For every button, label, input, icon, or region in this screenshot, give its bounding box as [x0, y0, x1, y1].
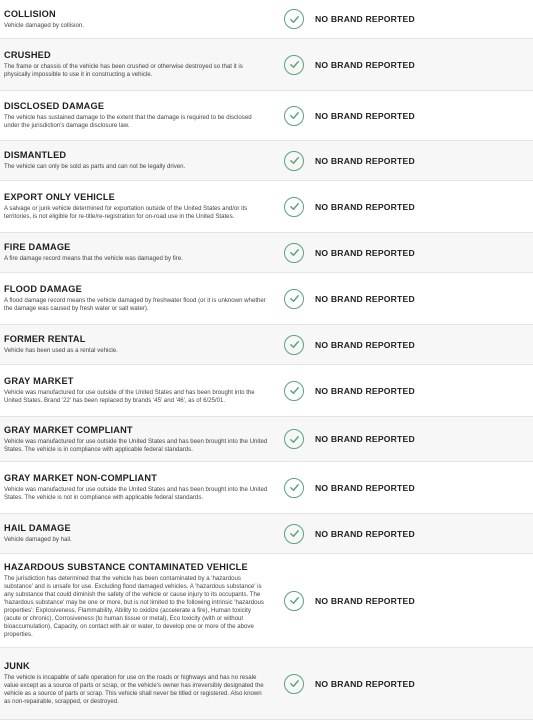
brand-row	[0, 233, 533, 273]
check-circle-icon	[284, 674, 304, 694]
brand-description: Vehicle was manufactured for use outside the United States and has been brought into the United States. The vehicle is not in compliance with applicable federal standards.	[4, 486, 268, 501]
brand-row	[0, 39, 533, 91]
brand-description: A fire damage record means that the vehicle was damaged by fire.	[4, 255, 183, 262]
brand-description: Vehicle damaged by collision.	[4, 21, 84, 29]
check-circle-icon	[284, 106, 304, 126]
brand-status: NO BRAND REPORTED	[315, 678, 415, 689]
brand-row	[0, 181, 533, 233]
brand-title: GRAY MARKET COMPLIANT	[4, 424, 133, 435]
brand-row	[0, 365, 533, 417]
check-circle-icon	[284, 524, 304, 544]
brand-description: Vehicle has been used as a rental vehicle.	[4, 347, 118, 354]
brand-row	[0, 325, 533, 365]
brand-title: HAIL DAMAGE	[4, 523, 71, 533]
brand-description: The vehicle can only be sold as parts and can not be legally driven.	[4, 163, 186, 170]
brand-row	[0, 0, 533, 39]
brand-status: NO BRAND REPORTED	[315, 595, 415, 606]
brand-title: FORMER RENTAL	[4, 334, 86, 344]
brand-status: NO BRAND REPORTED	[315, 201, 415, 212]
brand-title: FIRE DAMAGE	[4, 242, 71, 252]
check-circle-icon	[284, 9, 304, 29]
brand-row	[0, 91, 533, 141]
check-circle-icon	[284, 591, 304, 611]
brand-title: EXPORT ONLY VEHICLE	[4, 192, 116, 202]
brand-row	[0, 554, 533, 648]
brand-description: Vehicle was manufactured for use outside the United States and has been brought into the United States. The vehicle is in compliance with applicable federal standards.	[4, 437, 268, 453]
brand-row	[0, 417, 533, 462]
brand-row	[0, 141, 533, 181]
brand-title: GRAY MARKET	[4, 376, 74, 386]
brand-status: NO BRAND REPORTED	[315, 339, 415, 350]
check-circle-icon	[284, 55, 304, 75]
brand-description: The vehicle is incapable of safe operation for use on the roads or highways and has no resale value except as a source of parts or scrap, or the vehicle's owner has irreversibly designated the vehicle as a source of parts or scrap. This vehicle shall never be titled or registered. Also known as non-repairable, scrapped, or destroyed.	[4, 674, 264, 705]
check-circle-icon	[284, 197, 304, 217]
brand-description: The jurisdiction has determined that the vehicle has been contaminated by a 'hazardous substance' and is unsafe for use. Excluding flood damaged vehicles. A 'hazardous substance' is any substance that could diminish the safety of the vehicle or cause injury to its occupants. The 'hazardous substance' may be one or more, but is not limited to the following intrinsic 'hazardous properties': Explosiveness, Flammability, Ability to oxidize (accelerate a fire), Human toxicity (acute or chronic), Corrosiveness (to human tissue or metal), Eco toxicity (with or without bioaccumulation), Capacity, on contact with air or water, to develop one or more of the above properties.	[4, 575, 264, 638]
brand-description: Vehicle was manufactured for use outside of the United States and has been brought into the United States. Brand '22' has been replaced by brands '45' and '46', as of 6/25/01.	[4, 389, 255, 404]
check-circle-icon	[284, 289, 304, 309]
check-circle-icon	[284, 335, 304, 355]
brand-status: NO BRAND REPORTED	[315, 110, 415, 121]
brand-status: NO BRAND REPORTED	[315, 155, 415, 166]
brand-row	[0, 462, 533, 514]
brand-status: NO BRAND REPORTED	[315, 14, 415, 24]
brand-description: A salvage or junk vehicle determined for exportation outside of the United States and/or its territories, is not eligible for re-title/re-registration for on-road use in the United States.	[4, 205, 248, 220]
brand-status: NO BRAND REPORTED	[315, 528, 415, 539]
brand-status: NO BRAND REPORTED	[315, 59, 415, 70]
check-circle-icon	[284, 381, 304, 401]
brand-title: CRUSHED	[4, 50, 51, 60]
brand-status: NO BRAND REPORTED	[315, 385, 415, 396]
brand-title: FLOOD DAMAGE	[4, 284, 82, 294]
brand-row	[0, 514, 533, 554]
brand-title: DISMANTLED	[4, 150, 67, 160]
brand-status: NO BRAND REPORTED	[315, 434, 415, 444]
brand-description: Vehicle damaged by hail.	[4, 536, 72, 543]
brand-title: GRAY MARKET NON-COMPLIANT	[4, 473, 158, 483]
brand-status: NO BRAND REPORTED	[315, 293, 415, 304]
check-circle-icon	[284, 429, 304, 449]
check-circle-icon	[284, 151, 304, 171]
brand-row	[0, 273, 533, 325]
brand-status: NO BRAND REPORTED	[315, 482, 415, 493]
brand-description: The vehicle has sustained damage to the extent that the damage is required to be disclosed under the jurisdiction's damage disclosure law.	[4, 114, 252, 129]
brand-status: NO BRAND REPORTED	[315, 247, 415, 258]
brand-row	[0, 648, 533, 720]
brand-title: DISCLOSED DAMAGE	[4, 101, 105, 111]
check-circle-icon	[284, 478, 304, 498]
brand-title: JUNK	[4, 661, 30, 671]
brand-title: HAZARDOUS SUBSTANCE CONTAMINATED VEHICLE	[4, 562, 248, 572]
brand-description: A flood damage record means the vehicle damaged by freshwater flood (or it is unknown whether the damage was caused by fresh water or salt water).	[4, 297, 266, 312]
brand-title: COLLISION	[4, 8, 56, 19]
check-circle-icon	[284, 243, 304, 263]
brand-description: The frame or chassis of the vehicle has been crushed or otherwise destroyed so that it is physically impossible to use it in constructing a vehicle.	[4, 63, 243, 78]
